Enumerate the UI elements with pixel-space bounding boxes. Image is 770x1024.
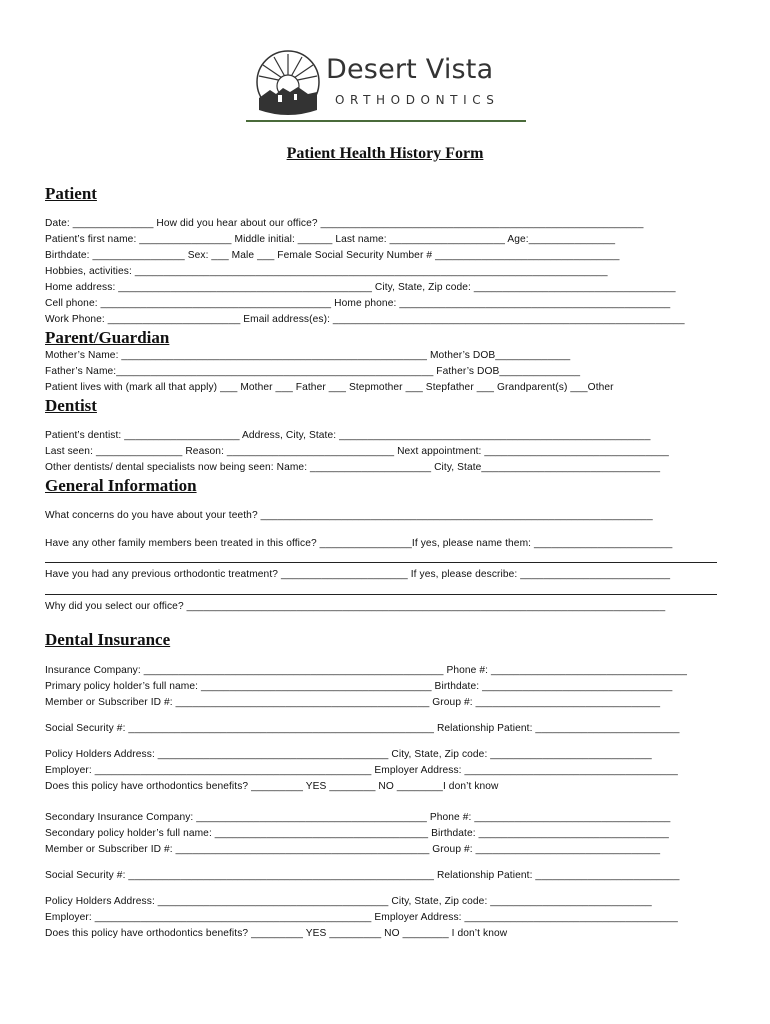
answer-line[interactable]	[45, 562, 717, 563]
field-line-last-seen[interactable]: Last seen: _______________ Reason: _____________________________ Next appointment: ________________________________	[45, 446, 669, 457]
field-line-home-address[interactable]: Home address: ____________________________________________ City, State, Zip code: ___________________________________	[45, 282, 676, 293]
field-line-ssn-relationship[interactable]: Social Security #: _____________________________________________________ Relationship Patient: _________________________	[45, 723, 680, 734]
field-line-why-office[interactable]: Why did you select our office? ___________________________________________________________________________________	[45, 601, 666, 612]
section-heading-dentist: Dentist	[45, 396, 97, 415]
answer-line[interactable]	[45, 594, 717, 595]
field-line-previous-treatment[interactable]: Have you had any previous orthodontic treatment? ______________________ If yes, please describe: __________________________	[45, 569, 671, 580]
field-line-lives-with[interactable]: Patient lives with (mark all that apply) ___ Mother ___ Father ___ Stepmother ___ Stepfather ___ Grandparent(s) ___Other	[45, 382, 614, 393]
field-line-birthdate-sex-ssn[interactable]: Birthdate: ________________ Sex: ___ Male ___ Female Social Security Number # ________________________________	[45, 250, 620, 261]
field-line-primary-holder[interactable]: Primary policy holder’s full name: ________________________________________ Birthdate: _________________________________	[45, 681, 673, 692]
field-line-secondary-policy-address[interactable]: Policy Holders Address: ________________________________________ City, State, Zip code: ____________________________	[45, 896, 652, 907]
section-heading-patient: Patient	[45, 184, 97, 203]
section-heading-dental-insurance: Dental Insurance	[45, 630, 171, 649]
section-heading-general-information: General Information	[45, 476, 197, 495]
field-line-phones[interactable]: Cell phone: ________________________________________ Home phone: _______________________________________________	[45, 298, 671, 309]
field-line-mother[interactable]: Mother’s Name: _____________________________________________________ Mother’s DOB_____________	[45, 350, 571, 361]
field-line-other-dentists[interactable]: Other dentists/ dental specialists now being seen: Name: _____________________ City, State_______________________________	[45, 462, 661, 473]
field-line-family-treated[interactable]: Have any other family members been treated in this office? ________________If yes, please name them: ________________________	[45, 538, 673, 549]
header-divider	[246, 120, 526, 122]
field-line-ortho-benefits[interactable]: Does this policy have orthodontics benefits? _________ YES ________ NO ________I don’t know	[45, 781, 499, 792]
field-line-secondary-member-id[interactable]: Member or Subscriber ID #: ____________________________________________ Group #: ________________________________	[45, 844, 661, 855]
field-line-member-id[interactable]: Member or Subscriber ID #: ____________________________________________ Group #: ________________________________	[45, 697, 661, 708]
field-line-hobbies[interactable]: Hobbies, activities: __________________________________________________________________________________	[45, 266, 608, 277]
field-line-secondary-holder[interactable]: Secondary policy holder’s full name: _____________________________________ Birthdate: _________________________________	[45, 828, 669, 839]
field-line-policy-address[interactable]: Policy Holders Address: ________________________________________ City, State, Zip code: ____________________________	[45, 749, 652, 760]
field-line-insurance-company[interactable]: Insurance Company: ____________________________________________________ Phone #: __________________________________	[45, 665, 688, 676]
field-line-father[interactable]: Father’s Name:_______________________________________________________ Father’s DOB______________	[45, 366, 581, 377]
field-line-work-email[interactable]: Work Phone: _______________________ Email address(es): _____________________________________________________________	[45, 314, 685, 325]
brand-subtitle: ORTHODONTICS	[335, 93, 500, 107]
field-line-secondary-ortho-benefits[interactable]: Does this policy have orthodontics benefits? _________ YES _________ NO ________ I don’t know	[45, 928, 508, 939]
section-heading-parent-guardian: Parent/Guardian	[45, 328, 170, 347]
field-line-employer[interactable]: Employer: ________________________________________________ Employer Address: _____________________________________	[45, 765, 678, 776]
field-line-concerns[interactable]: What concerns do you have about your teeth? ____________________________________________________________________	[45, 510, 653, 521]
form-title: Patient Health History Form	[286, 145, 484, 162]
brand-name: Desert Vista	[326, 54, 494, 85]
field-line-secondary-employer[interactable]: Employer: ________________________________________________ Employer Address: _____________________________________	[45, 912, 678, 923]
field-line-date-referral[interactable]: Date: ______________ How did you hear about our office? ________________________________________________________	[45, 218, 644, 229]
field-line-secondary-insurance[interactable]: Secondary Insurance Company: ________________________________________ Phone #: __________________________________	[45, 812, 671, 823]
field-line-secondary-ssn[interactable]: Social Security #: _____________________________________________________ Relationship Patient: _________________________	[45, 870, 680, 881]
field-line-patient-name[interactable]: Patient’s first name: ________________ Middle initial: ______ Last name: ____________________ Age:_______________	[45, 234, 616, 245]
field-line-patient-dentist[interactable]: Patient’s dentist: ____________________ Address, City, State: ______________________________________________________	[45, 430, 651, 441]
